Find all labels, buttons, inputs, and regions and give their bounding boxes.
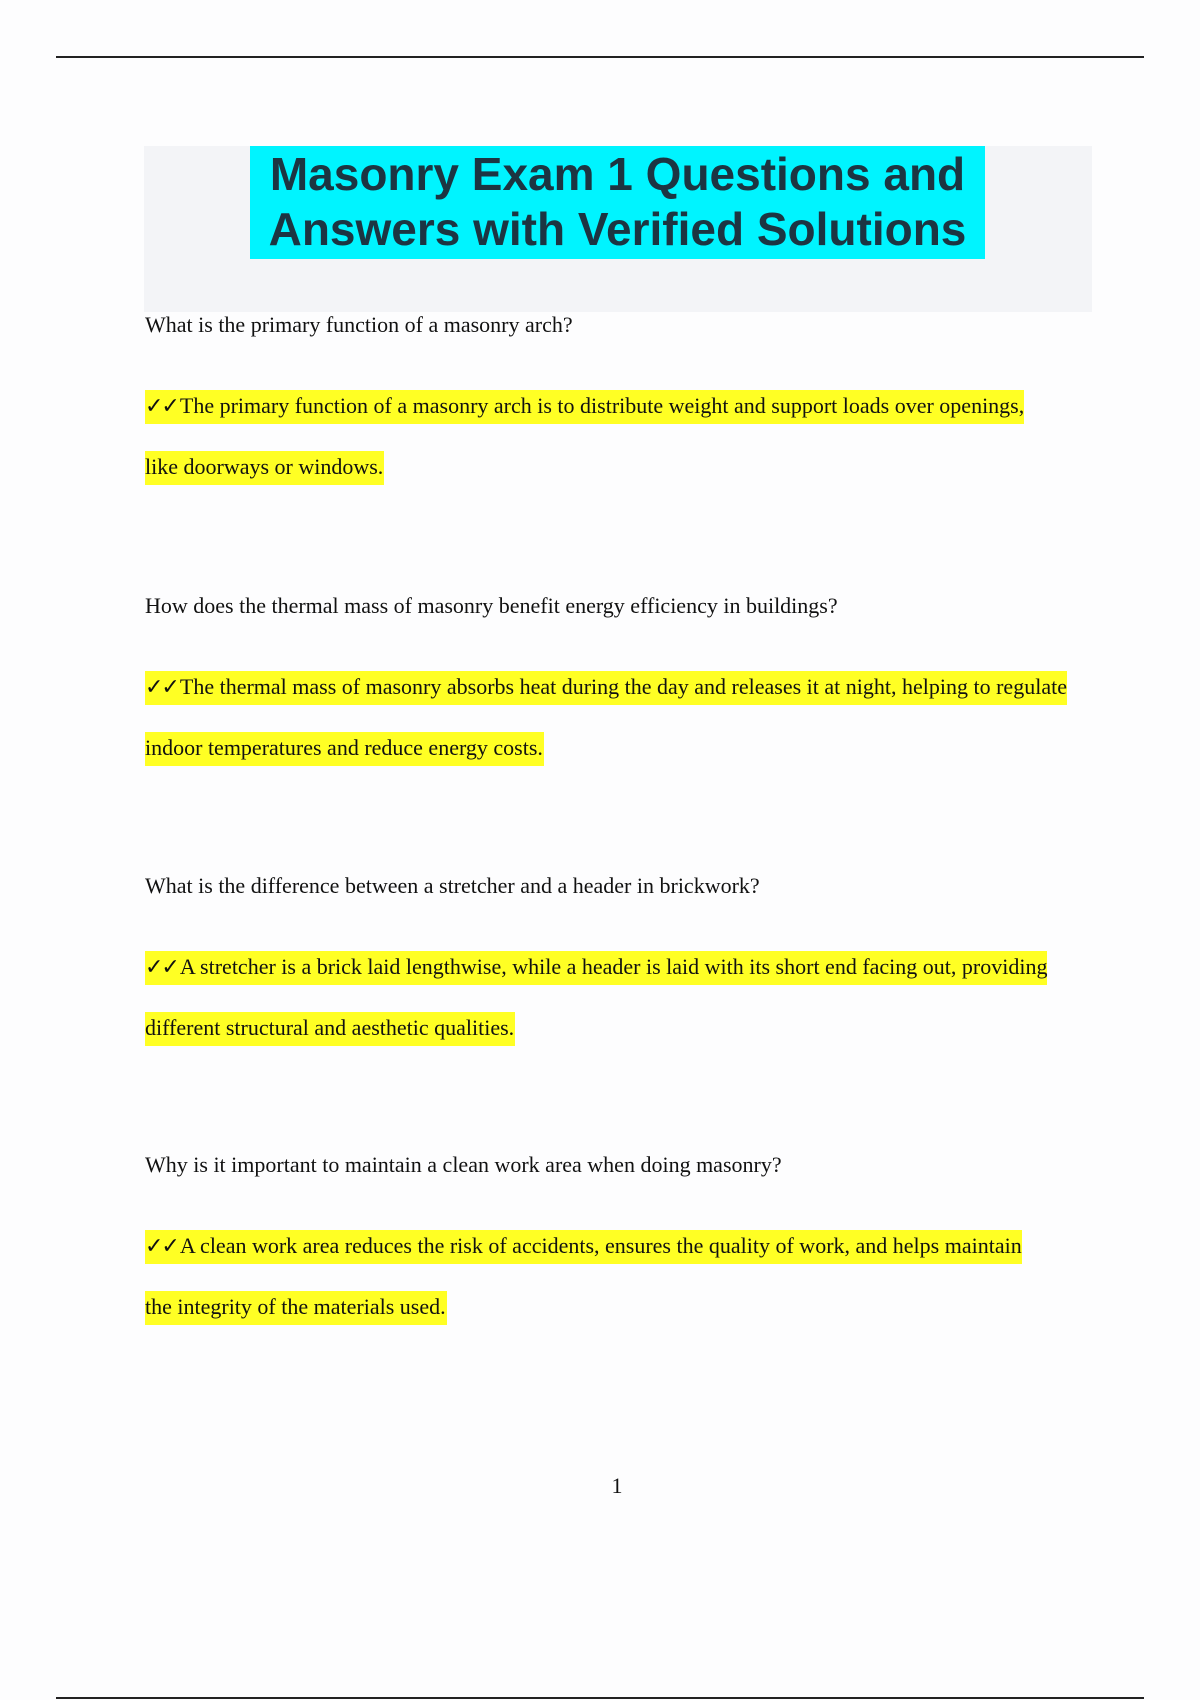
answer-text [145,657,1095,778]
answer-body: The primary function of a masonry arch is to distribute weight and support loads over openings, like doorways or windows. [145,393,1025,479]
qa-item-3 [145,873,1060,1058]
answer-body: A stretcher is a brick laid lengthwise, while a header is laid with its short end facing out, providing different structural and aesthetic qualities. [145,954,1048,1040]
answer-body: The thermal mass of masonry absorbs heat during the day and releases it at night, helping to regulate indoor temperatures and reduce energy costs. [145,674,1067,760]
answer-text [145,376,1035,497]
answer-highlight [145,671,1067,766]
answer-body: A clean work area reduces the risk of accidents, ensures the quality of work, and helps maintain the integrity of the materials used. [145,1233,1022,1319]
double-check-icon: ✓✓ [145,1234,178,1259]
double-check-icon: ✓✓ [145,955,178,980]
qa-item-4 [145,1152,1035,1337]
top-rule [56,56,1144,58]
page-title: Masonry Exam 1 Questions and Answers with Verified Solutions [250,146,985,259]
answer-text [145,937,1060,1058]
qa-item-2 [145,593,1095,778]
answer-highlight [145,951,1047,1046]
question-text: What is the primary function of a masonry arch? [145,312,573,337]
qa-item-1 [145,312,1035,497]
bottom-rule [56,1697,1144,1699]
question-text: How does the thermal mass of masonry benefit energy efficiency in buildings? [145,593,838,618]
double-check-icon: ✓✓ [145,675,178,700]
double-check-icon: ✓✓ [145,394,178,419]
answer-text [145,1216,1035,1337]
question-text: Why is it important to maintain a clean work area when doing masonry? [145,1152,782,1177]
answer-highlight [145,390,1024,485]
answer-highlight [145,1230,1022,1325]
page-number: 1 [611,1473,623,1498]
question-text: What is the difference between a stretcher and a header in brickwork? [145,873,760,898]
